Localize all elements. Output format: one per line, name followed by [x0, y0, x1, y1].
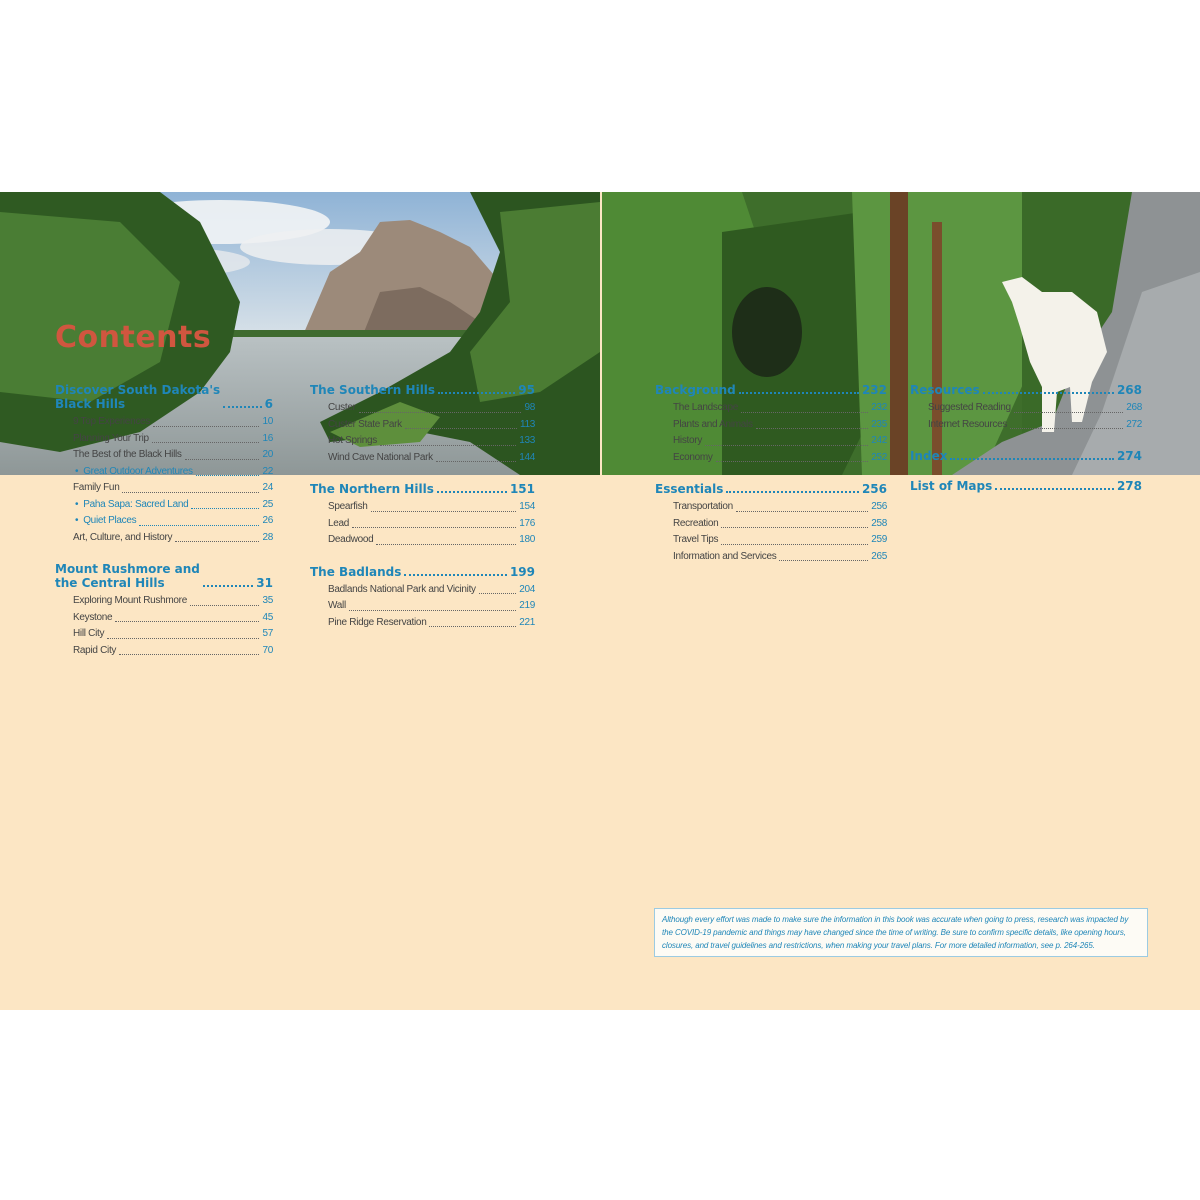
entry-page-number: 26 — [262, 515, 273, 526]
toc-entry[interactable] — [55, 447, 273, 464]
dot-leader — [115, 621, 259, 622]
toc-subentry[interactable] — [55, 513, 273, 530]
toc-section — [310, 565, 535, 632]
entry-page-number: 256 — [871, 501, 887, 512]
entry-page-number: 25 — [262, 498, 273, 510]
dot-leader — [436, 461, 516, 462]
dot-leader — [736, 511, 868, 512]
entry-title: Planning Your Trip — [73, 432, 149, 444]
entry-page-number: 265 — [871, 550, 887, 562]
section-page-number: 232 — [861, 383, 887, 397]
section-heading[interactable] — [55, 562, 273, 590]
dot-leader — [739, 392, 859, 394]
toc-entry[interactable] — [310, 400, 535, 417]
toc-entry[interactable] — [655, 532, 887, 549]
section-title: The Southern Hills — [310, 383, 436, 397]
entry-title: Travel Tips — [673, 534, 719, 545]
toc-entry[interactable] — [910, 400, 1142, 417]
entry-title: Wind Cave National Park — [328, 451, 433, 463]
section-title: The Badlands — [310, 564, 402, 579]
toc-column-3 — [655, 383, 887, 581]
entry-page-number: 16 — [262, 432, 273, 444]
toc-subentry[interactable] — [55, 464, 273, 481]
entry-title: Information and Services — [673, 550, 777, 562]
section-page-number: 6 — [264, 397, 273, 411]
entry-title: • Paha Sapa: Sacred Land — [75, 497, 188, 514]
entry-title: The Best of the Black Hills — [73, 449, 182, 460]
dot-leader — [153, 426, 259, 427]
dot-leader — [726, 491, 859, 493]
entry-title: Economy — [673, 451, 713, 463]
entry-page-number: 242 — [871, 435, 887, 446]
toc-entry[interactable] — [55, 626, 273, 643]
dot-leader — [779, 560, 868, 561]
dot-leader — [203, 585, 253, 587]
entry-title: 9 Top Experiences — [73, 416, 150, 427]
toc-section — [910, 383, 1142, 433]
dot-leader — [349, 610, 516, 611]
entry-page-number: 45 — [262, 611, 273, 623]
entry-page-number: 221 — [519, 616, 535, 628]
section-page-number: 268 — [1116, 383, 1142, 397]
toc-entry[interactable] — [310, 417, 535, 434]
toc-entry[interactable] — [55, 431, 273, 448]
entry-title: Deadwood — [328, 534, 374, 545]
section-title: Discover South Dakota's Black Hills — [55, 383, 221, 411]
entry-page-number: 268 — [1126, 402, 1142, 413]
toc-section — [55, 383, 273, 546]
section-heading[interactable] — [310, 482, 535, 496]
dot-leader — [122, 492, 259, 493]
entry-title: Spearfish — [328, 501, 368, 512]
toc-entry[interactable] — [910, 417, 1142, 434]
dot-leader — [371, 511, 517, 512]
dot-leader — [479, 593, 516, 594]
toc-entry[interactable] — [655, 516, 887, 533]
dot-leader — [1010, 428, 1123, 429]
toc-section — [910, 479, 1142, 493]
toc-entry[interactable] — [655, 549, 887, 566]
dot-leader — [191, 508, 259, 509]
dot-leader — [359, 412, 522, 413]
dot-leader — [404, 574, 507, 576]
toc-entry[interactable] — [310, 598, 535, 615]
dot-leader — [983, 392, 1114, 394]
dot-leader — [716, 461, 869, 462]
entry-title: Badlands National Park and Vicinity — [328, 583, 476, 595]
entry-title: Suggested Reading — [928, 402, 1011, 413]
entry-page-number: 232 — [871, 402, 887, 413]
section-heading[interactable] — [910, 479, 1142, 493]
toc-entry[interactable] — [655, 400, 887, 417]
toc-entry[interactable] — [655, 499, 887, 516]
section-heading[interactable] — [310, 565, 535, 579]
entry-title: Internet Resources — [928, 418, 1008, 430]
entry-title: • Great Outdoor Adventures — [75, 464, 193, 481]
entry-title: Exploring Mount Rushmore — [73, 595, 187, 606]
section-heading[interactable] — [655, 482, 887, 496]
entry-title: Art, Culture, and History — [73, 531, 173, 543]
entry-page-number: 70 — [262, 644, 273, 656]
entry-title: Custer — [328, 402, 356, 413]
toc-section — [655, 383, 887, 466]
toc-entry[interactable] — [310, 433, 535, 450]
section-title: Essentials — [655, 482, 724, 496]
section-heading[interactable] — [910, 383, 1142, 397]
toc-entry[interactable] — [655, 450, 887, 467]
section-page-number: 151 — [509, 482, 535, 496]
toc-subentry[interactable] — [55, 497, 273, 514]
toc-entry[interactable] — [55, 530, 273, 547]
section-title: Background — [655, 383, 736, 397]
dot-leader — [756, 428, 869, 429]
dot-leader — [405, 428, 517, 429]
entry-title: Plants and Animals — [673, 418, 753, 430]
section-page-number: 278 — [1116, 479, 1142, 493]
section-heading[interactable] — [655, 383, 887, 397]
contents-title: Contents — [55, 320, 212, 355]
entry-title: Hill City — [73, 628, 105, 639]
entry-title: Transportation — [673, 501, 733, 512]
toc-section — [655, 482, 887, 565]
entry-title: History — [673, 435, 703, 446]
dot-leader — [190, 605, 260, 606]
dot-leader — [995, 488, 1114, 490]
entry-page-number: 176 — [519, 517, 535, 529]
dot-leader — [185, 459, 260, 460]
entry-title: Recreation — [673, 517, 719, 529]
entry-page-number: 133 — [519, 435, 535, 446]
entry-page-number: 219 — [519, 600, 535, 611]
dot-leader — [107, 638, 259, 639]
toc-entry[interactable] — [310, 450, 535, 467]
entry-page-number: 259 — [871, 534, 887, 545]
dot-leader — [175, 541, 259, 542]
section-title: Resources — [910, 383, 980, 397]
entry-page-number: 22 — [262, 465, 273, 477]
toc-section — [55, 562, 273, 659]
entry-title: Wall — [328, 600, 346, 611]
dot-leader — [741, 412, 868, 413]
entry-title: Pine Ridge Reservation — [328, 616, 427, 628]
entry-title: Custer State Park — [328, 418, 402, 430]
section-heading[interactable] — [310, 383, 535, 397]
dot-leader — [705, 445, 868, 446]
entry-page-number: 258 — [871, 517, 887, 529]
dot-leader — [196, 475, 260, 476]
toc-entry[interactable] — [55, 593, 273, 610]
covid-notice-box: Although every effort was made to make sure the information in this book was accurate when going to press, research was impacted by the COVID-19 pandemic and things may have changed since the time of writing. Be sure to confirm specific details, like opening hours, closures, and travel guidelines and restrictions, when making your travel plans. For more detailed information, see p. 264-265. — [654, 908, 1148, 957]
toc-column-1 — [55, 383, 273, 675]
entry-page-number: 20 — [262, 449, 273, 460]
toc-entry[interactable] — [310, 516, 535, 533]
toc-entry[interactable] — [310, 532, 535, 549]
toc-entry[interactable] — [310, 615, 535, 632]
entry-title: Hot Springs — [328, 435, 377, 446]
entry-page-number: 98 — [524, 402, 535, 413]
section-page-number: 256 — [861, 482, 887, 496]
toc-column-4 — [910, 383, 1142, 509]
entry-title: The Landscape — [673, 402, 739, 413]
dot-leader — [438, 392, 515, 394]
entry-title: Family Fun — [73, 482, 120, 493]
dot-leader — [437, 491, 507, 493]
entry-page-number: 113 — [519, 418, 535, 430]
toc-entry[interactable] — [310, 499, 535, 516]
section-page-number: 95 — [518, 383, 535, 397]
entry-page-number: 10 — [262, 416, 273, 427]
section-heading[interactable] — [55, 383, 273, 411]
entry-page-number: 35 — [262, 595, 273, 606]
dot-leader — [950, 458, 1113, 460]
dot-leader — [721, 527, 868, 528]
dot-leader — [429, 626, 516, 627]
entry-page-number: 144 — [519, 451, 535, 463]
dot-leader — [139, 525, 259, 526]
entry-page-number: 252 — [871, 451, 887, 463]
toc-section — [310, 482, 535, 549]
section-title: List of Maps — [910, 479, 993, 493]
section-page-number: 31 — [256, 576, 273, 590]
dot-leader — [721, 544, 868, 545]
section-page-number: 199 — [509, 564, 535, 579]
dot-leader — [223, 406, 262, 408]
section-title: Index — [910, 449, 948, 463]
dot-leader — [376, 544, 516, 545]
entry-title: Lead — [328, 517, 350, 529]
section-title: The Northern Hills — [310, 482, 434, 496]
entry-title: Rapid City — [73, 644, 117, 656]
section-page-number: 274 — [1116, 449, 1142, 463]
entry-title: • Quiet Places — [75, 513, 136, 530]
entry-title: Keystone — [73, 611, 113, 623]
toc-entry[interactable] — [55, 414, 273, 431]
dot-leader — [380, 445, 516, 446]
entry-page-number: 180 — [519, 534, 535, 545]
entry-page-number: 272 — [1126, 418, 1142, 430]
section-heading[interactable] — [910, 449, 1142, 463]
entry-page-number: 57 — [262, 628, 273, 639]
toc-entry[interactable] — [310, 582, 535, 599]
toc-section — [910, 449, 1142, 463]
entry-page-number: 235 — [871, 418, 887, 430]
toc-column-2 — [310, 383, 535, 647]
dot-leader — [1014, 412, 1123, 413]
dot-leader — [152, 442, 260, 443]
entry-page-number: 154 — [519, 501, 535, 512]
entry-page-number: 28 — [262, 531, 273, 543]
section-title: Mount Rushmore and the Central Hills — [55, 562, 200, 590]
toc-entry[interactable] — [655, 433, 887, 450]
dot-leader — [352, 527, 516, 528]
toc-entry[interactable] — [55, 480, 273, 497]
toc-entry[interactable] — [655, 417, 887, 434]
dot-leader — [119, 654, 259, 655]
toc-entry[interactable] — [55, 610, 273, 627]
entry-page-number: 24 — [262, 482, 273, 493]
toc-entry[interactable] — [55, 643, 273, 660]
entry-page-number: 204 — [519, 583, 535, 595]
toc-section — [310, 383, 535, 466]
